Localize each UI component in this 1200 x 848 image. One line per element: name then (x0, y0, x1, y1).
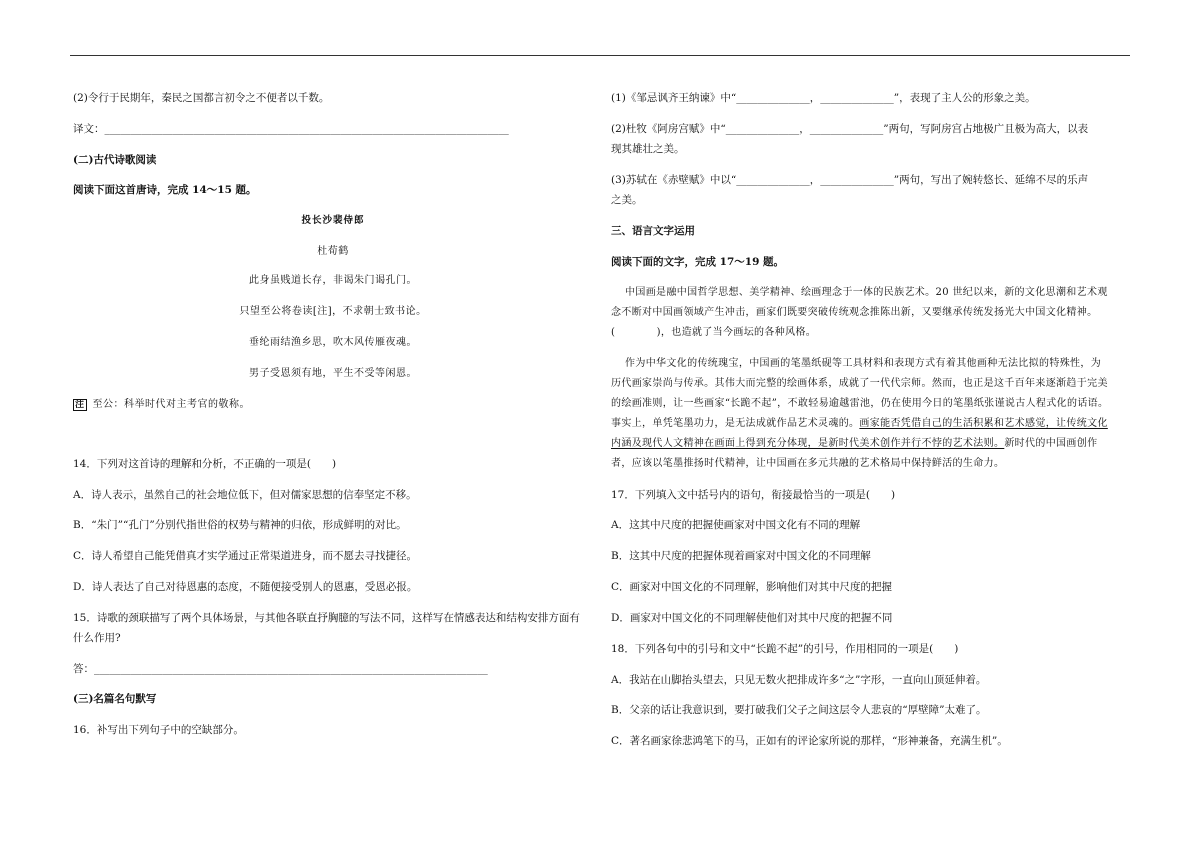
para2-line-2: 历代画家崇尚与传承。其伟大而完整的绘画体系，成就了一代代宗师。然而，也正是这千百年来逐渐趋于完美 (611, 378, 1108, 389)
para2-line-4 (611, 417, 1108, 431)
para2-line-5-plain: 新时代的中国画创作 (1004, 438, 1098, 449)
answer-line (73, 662, 488, 676)
poem-author: 杜荀鹤 (317, 246, 349, 257)
q18-option-c: C．著名画家徐悲鸿笔下的马，正如有的评论家所说的那样，“形神兼备，充满生机”。 (611, 735, 1008, 747)
note-label: 注 (75, 400, 85, 410)
q18-option-a: A．我站在山脚抬头望去，只见无数火把排成许多“之”字形，一直向山顶延伸着。 (611, 674, 987, 686)
section-dictation-heading: (三)名篇名句默写 (73, 693, 157, 705)
translation-label: 译文： (73, 123, 105, 135)
header-rule (70, 55, 1130, 56)
poem-line-1: 此身虽贱道长存，非谒朱门谒孔门。 (249, 275, 417, 286)
answer-label: 答： (73, 663, 94, 675)
passage-intro: 阅读下面的文字，完成 17～19 题。 (611, 256, 785, 268)
poem-line-3: 垂纶雨结渔乡思，吹木风传雁夜魂。 (249, 337, 417, 348)
q16-item-3-line-1: (3)苏轼在《赤壁赋》中以“______________，______________”两句，写出了婉转悠长、延绵不尽的乐声 (611, 174, 1089, 186)
q14-stem: 14．下列对这首诗的理解和分析，不正确的一项是( ) (73, 458, 337, 470)
q16-item-2-line-1: (2)杜牧《阿房宫赋》中“______________，______________”两句，写阿房宫占地极广且极为高大，以表 (611, 123, 1089, 135)
q17-option-c: C．画家对中国文化的不同理解，影响他们对其中尺度的把握 (611, 581, 893, 593)
q16-item-1: (1)《邹忌讽齐王纳谏》中“______________，______________”，表现了主人公的形象之美。 (611, 92, 1036, 104)
q17-option-d: D．画家对中国文化的不同理解使他们对其中尺度的把握不同 (611, 612, 893, 624)
q14-option-c: C．诗人希望自己能凭借真才实学通过正常渠道进身，而不愿去寻找捷径。 (73, 550, 418, 562)
para1-line-1: 中国画是融中国哲学思想、美学精神、绘画理念于一体的民族艺术。20 世纪以来，新的文化思潮和艺术观 (625, 287, 1108, 298)
q15-stem-line-1: 15．诗歌的颈联描写了两个具体场景，与其他各联直抒胸臆的写法不同，这样写在情感表达和结构安排方面有 (73, 612, 580, 624)
poem-line-2: 只望至公将卷读[注]，不求朝士致书论。 (239, 306, 427, 317)
answer-blank: ___________________________________________________________________________ (94, 663, 488, 675)
q15-stem-line-2: 什么作用? (73, 632, 121, 644)
q18-stem: 18．下列各句中的引号和文中“长跪不起”的引号，作用相同的一项是( ) (611, 643, 959, 655)
q14-option-b: B．“朱门”“孔门”分别代指世俗的权势与精神的归依，形成鲜明的对比。 (73, 519, 407, 531)
translation-line (73, 122, 509, 136)
q17-stem: 17．下列填入文中括号内的语句，衔接最恰当的一项是( ) (611, 489, 896, 501)
underlined-sentence-part-1: 画家能否凭借自己的生活积累和艺术感觉，让传统文化 (859, 418, 1108, 429)
translation-blank: _____________________________________________________________________________ (104, 123, 509, 135)
section-poetry-heading: (二)古代诗歌阅读 (73, 154, 157, 166)
q16-stem: 16．补写出下列句子中的空缺部分。 (73, 724, 244, 736)
para2-line-3: 的绘画准则，让一些画家“长跪不起”，不敢轻易逾越雷池，仍在使用今日的笔墨纸张谨说古人程式化的话语。 (611, 398, 1109, 409)
q14-option-a: A．诗人表示，虽然自己的社会地位低下，但对儒家思想的信奉坚定不移。 (73, 489, 417, 501)
poem-line-4: 男子受恩须有地，平生不受等闲恩。 (249, 368, 417, 379)
para2-line-1: 作为中华文化的传统瑰宝，中国画的笔墨纸砚等工具材料和表现方式有着其他画种无法比拟的特殊性，为 (625, 358, 1102, 369)
para2-line-6: 者，应该以笔墨推扬时代精神，让中国画在多元共融的艺术格局中保持鲜活的生命力。 (611, 458, 1005, 469)
q16-item-2-line-2: 现其雄壮之美。 (611, 143, 685, 155)
underlined-sentence-part-2: 内涵及现代人文精神在画面上得到充分体现，是新时代美术创作并行不悖的艺术法则。 (611, 438, 1005, 449)
q17-option-a: A．这其中尺度的把握使画家对中国文化有不同的理解 (611, 519, 861, 531)
note-text: 至公：科举时代对主考官的敬称。 (92, 399, 251, 410)
q17-option-b: B．这其中尺度的把握体现着画家对中国文化的不同理解 (611, 550, 871, 562)
q13-sentence-2: (2)令行于民期年，秦民之国都言初令之不便者以千数。 (73, 92, 330, 104)
q18-option-b: B．父亲的话让我意识到，要打破我们父子之间这层令人悲哀的“厚壁障”太难了。 (611, 704, 987, 716)
para1-line-3: ( )，也造就了当今画坛的各种风格。 (611, 327, 817, 338)
poem-intro: 阅读下面这首唐诗，完成 14～15 题。 (73, 184, 257, 196)
q16-item-3-line-2: 之美。 (611, 194, 643, 206)
poem-title: 投长沙裴侍郎 (301, 215, 365, 226)
poem-note (73, 398, 250, 412)
para2-line-4-plain: 事实上，单凭笔墨功力，是无法成就作品艺术灵魂的。 (611, 418, 860, 429)
q14-option-d: D．诗人表达了自己对待恩惠的态度，不随便接受别人的恩惠，受恩必报。 (73, 581, 418, 593)
para2-line-5 (611, 437, 1097, 451)
para1-line-2: 念不断对中国画领域产生冲击，画家们既要突破传统观念推陈出新，又要继承传统发扬光大中国文化精神。 (611, 307, 1098, 318)
section-language-heading: 三、语言文字运用 (611, 225, 695, 237)
